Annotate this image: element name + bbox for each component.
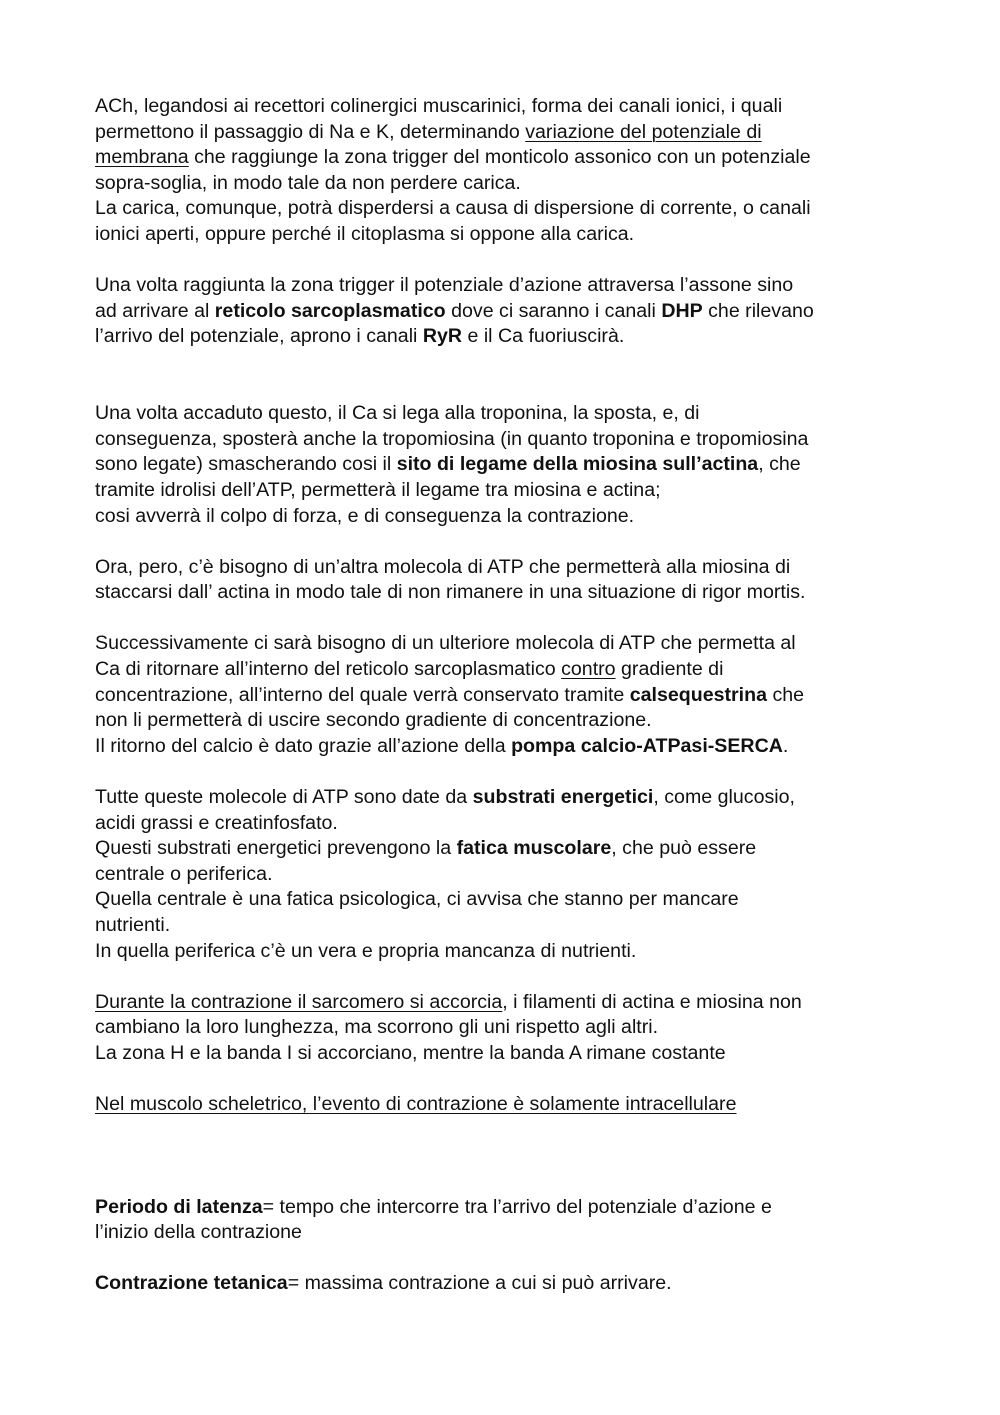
text-line (95, 734, 915, 760)
text-line (95, 120, 915, 146)
text-line (95, 94, 915, 120)
text-line (95, 504, 915, 530)
text-segment: centrale o periferica. (95, 862, 273, 885)
text-line (95, 478, 915, 504)
text-line (95, 657, 915, 683)
text-segment: Questi substrati energetici prevengono la (95, 837, 457, 860)
text-segment: non li permetterà di uscire secondo gradiente di concentrazione. (95, 709, 652, 732)
blank-line (95, 1143, 915, 1169)
text-segment: Ca di ritornare all’interno del reticolo sarcoplasmatico (95, 658, 562, 681)
text-segment: staccarsi dall’ actina in modo tale di non rimanere in una situazione di rigor mortis. (95, 581, 806, 604)
text-segment: dove ci saranno i canali (445, 299, 662, 322)
blank-line (95, 350, 915, 376)
bold-term: Periodo di latenza (95, 1195, 263, 1218)
text-segment: tramite idrolisi dell’ATP, permetterà il legame tra miosina e actina; (95, 478, 661, 501)
text-segment: In quella periferica c’è un vera e propria mancanza di nutrienti. (95, 939, 637, 962)
text-segment: gradiente di (615, 658, 724, 681)
text-line (95, 580, 915, 606)
bold-term: pompa calcio-ATPasi-SERCA (511, 734, 783, 757)
blank-line (95, 759, 915, 785)
bold-term: calsequestrina (629, 683, 767, 706)
underlined-text: Nel muscolo scheletrico, l’evento di contrazione è solamente intracellulare (95, 1093, 737, 1116)
text-segment: = tempo che intercorre tra l’arrivo del potenziale d’azione e (262, 1195, 772, 1218)
text-line (95, 299, 915, 325)
text-line (95, 145, 915, 171)
underlined-text: contro (561, 658, 616, 681)
text-line (95, 708, 915, 734)
text-segment: Quella centrale è una fatica psicologica, ci avvisa che stanno per mancare (95, 888, 739, 911)
text-segment: = massima contrazione a cui si può arrivare. (287, 1272, 672, 1295)
text-line (95, 836, 915, 862)
text-segment: cambiano la loro lunghezza, ma scorrono gli uni rispetto agli altri. (95, 1016, 659, 1039)
text-segment: , come glucosio, (653, 786, 795, 809)
text-segment: e il Ca fuoriuscirà. (462, 325, 625, 348)
text-segment: La carica, comunque, potrà disperdersi a causa di dispersione di corrente, o canali (95, 197, 811, 220)
bold-term: fatica muscolare (456, 837, 612, 860)
bold-term: substrati energetici (472, 786, 654, 809)
text-segment: Il ritorno del calcio è dato grazie all’azione della (95, 734, 512, 757)
text-segment: ionici aperti, oppure perché il citoplasma si oppone alla carica. (95, 222, 635, 245)
blank-line (95, 1118, 915, 1144)
blank-line (95, 1169, 915, 1195)
text-segment: che (767, 683, 805, 706)
text-line (95, 887, 915, 913)
text-segment: ad arrivare al (95, 299, 215, 322)
text-segment: Tutte queste molecole di ATP sono date da (95, 786, 473, 809)
bold-term: reticolo sarcoplasmatico (214, 299, 446, 322)
blank-line (95, 376, 915, 402)
text-line (95, 811, 915, 837)
text-segment: Ora, pero, c’è bisogno di un’altra molecola di ATP che permetterà alla miosina di (95, 555, 791, 578)
underlined-text: membrana (95, 146, 189, 169)
text-line (95, 862, 915, 888)
bold-term: DHP (661, 299, 703, 322)
text-line (95, 555, 915, 581)
text-segment: l’arrivo del potenziale, aprono i canali (95, 325, 423, 348)
text-segment: , che (758, 453, 801, 476)
blank-line (95, 964, 915, 990)
text-line (95, 427, 915, 453)
text-line (95, 1041, 915, 1067)
text-line (95, 785, 915, 811)
blank-line (95, 606, 915, 632)
text-line (95, 1015, 915, 1041)
text-line (95, 171, 915, 197)
bold-term: sito di legame della miosina sull’actina (396, 453, 759, 476)
text-segment: acidi grassi e creatinfosfato. (95, 811, 338, 834)
text-line (95, 913, 915, 939)
text-line (95, 939, 915, 965)
text-segment: permettono il passaggio di Na e K, determinando (95, 120, 526, 143)
text-segment: La zona H e la banda I si accorciano, mentre la banda A rimane costante (95, 1041, 726, 1064)
text-line (95, 196, 915, 222)
text-segment: l’inizio della contrazione (95, 1221, 302, 1244)
text-segment: che raggiunge la zona trigger del monticolo assonico con un potenziale (188, 146, 811, 169)
text-line (95, 1220, 915, 1246)
blank-line (95, 248, 915, 274)
text-segment: cosi avverrà il colpo di forza, e di conseguenza la contrazione. (95, 504, 635, 527)
text-segment: , che può essere (611, 837, 757, 860)
text-line (95, 401, 915, 427)
underlined-text: variazione del potenziale di (525, 120, 762, 143)
text-line (95, 1092, 915, 1118)
text-segment: . (782, 734, 789, 757)
text-segment: Una volta raggiunta la zona trigger il potenziale d’azione attraversa l’assone sino (95, 274, 794, 297)
blank-line (95, 529, 915, 555)
text-segment: sono legate) smascherando cosi il (95, 453, 397, 476)
bold-term: Contrazione tetanica (95, 1272, 288, 1295)
text-line (95, 324, 915, 350)
text-line (95, 1195, 915, 1221)
bold-term: RyR (422, 325, 463, 348)
text-segment: sopra-soglia, in modo tale da non perdere carica. (95, 171, 521, 194)
blank-line (95, 1067, 915, 1093)
text-line (95, 273, 915, 299)
text-segment: nutrienti. (95, 914, 171, 936)
text-segment: Una volta accaduto questo, il Ca si lega alla troponina, la sposta, e, di (95, 402, 700, 425)
document-page (95, 94, 915, 1297)
text-line (95, 452, 915, 478)
text-segment: concentrazione, all’interno del quale verrà conservato tramite (95, 683, 630, 706)
text-segment: ACh, legandosi ai recettori colinergici muscarinici, forma dei canali ionici, i quali (95, 95, 783, 117)
text-line (95, 1271, 915, 1297)
text-segment: , i filamenti di actina e miosina non (502, 990, 802, 1013)
text-segment: conseguenza, sposterà anche la tropomiosina (in quanto troponina e tropomiosina (95, 427, 809, 450)
text-line (95, 683, 915, 709)
blank-line (95, 1246, 915, 1272)
text-line (95, 222, 915, 248)
text-segment: Successivamente ci sarà bisogno di un ulteriore molecola di ATP che permetta al (95, 632, 796, 655)
underlined-text: Durante la contrazione il sarcomero si accorcia (95, 990, 503, 1013)
text-line (95, 990, 915, 1016)
text-segment: che rilevano (702, 299, 814, 322)
text-line (95, 631, 915, 657)
